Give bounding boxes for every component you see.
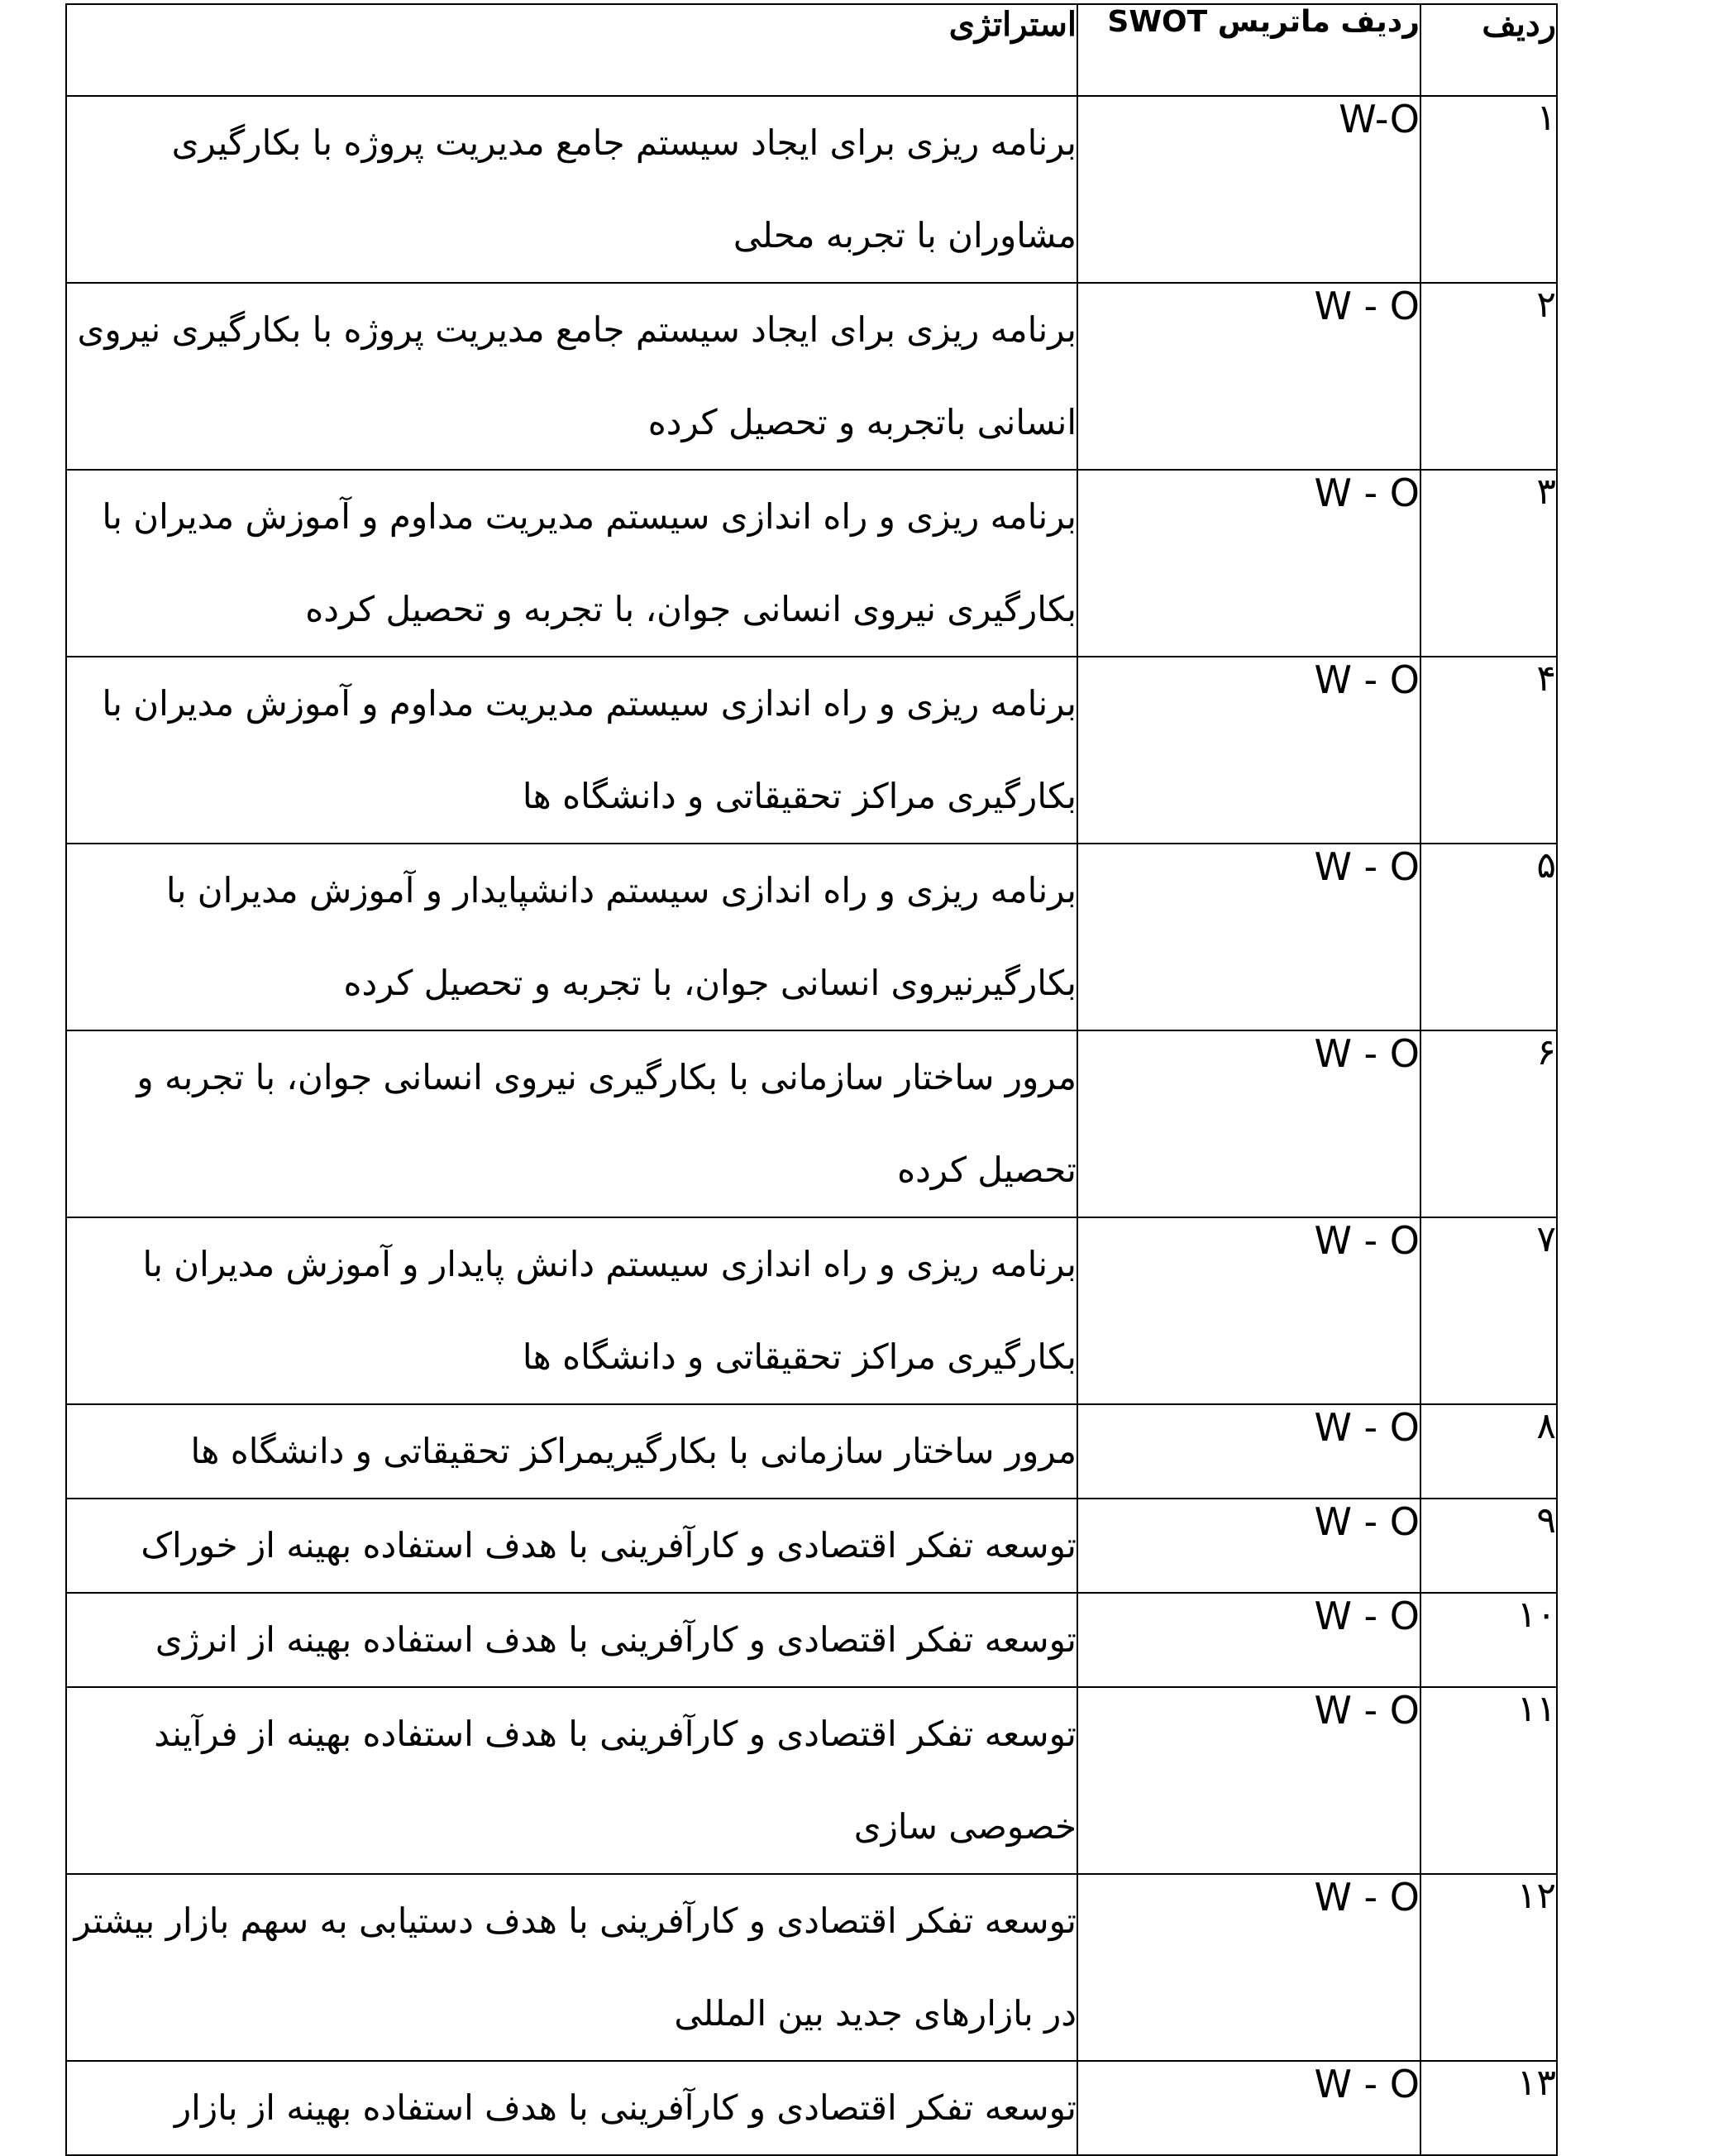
row-index: ۱۱	[1420, 1687, 1557, 1874]
table-row	[66, 2061, 1557, 2155]
row-strategy: مرور ساختار سازمانی با بکارگیری نیروی انسانی جوان، با تجربه و تحصیل کرده	[66, 1030, 1077, 1217]
row-index: ۱۰	[1420, 1593, 1557, 1687]
row-strategy: برنامه ریزی و راه اندازی سیستم دانش پایدار و آموزش مدیران با بکارگیری مراکز تحقیقاتی و دانشگاه ها	[66, 1217, 1077, 1404]
row-strategy: توسعه تفکر اقتصادی و کارآفرینی با هدف استفاده بهینه از خوراک	[66, 1499, 1077, 1593]
row-swot: W - O	[1077, 844, 1420, 1030]
row-swot: W - O	[1077, 1030, 1420, 1217]
table-row	[66, 1593, 1557, 1687]
row-swot: W - O	[1077, 1499, 1420, 1593]
swot-strategy-table	[65, 3, 1558, 2156]
row-index: ۸	[1420, 1404, 1557, 1499]
row-swot: W - O	[1077, 1217, 1420, 1404]
row-strategy: برنامه ریزی برای ایجاد سیستم جامع مدیریت پروژه با بکارگیری نیروی انسانی باتجربه و تحصیل کرده	[66, 283, 1077, 470]
row-swot: W-O	[1077, 96, 1420, 283]
table-row	[66, 96, 1557, 283]
row-index: ۱۲	[1420, 1874, 1557, 2061]
table-header-row	[66, 4, 1557, 96]
table-row	[66, 1030, 1557, 1217]
row-index: ۵	[1420, 844, 1557, 1030]
table-row	[66, 1217, 1557, 1404]
table-row	[66, 1499, 1557, 1593]
row-index: ۹	[1420, 1499, 1557, 1593]
header-index: ردیف	[1420, 4, 1557, 96]
row-strategy: برنامه ریزی و راه اندازی سیستم دانشپایدار و آموزش مدیران با بکارگیرنیروی انسانی جوان، با تجربه و تحصیل کرده	[66, 844, 1077, 1030]
row-index: ۷	[1420, 1217, 1557, 1404]
row-strategy: توسعه تفکر اقتصادی و کارآفرینی با هدف دستیابی به سهم بازار بیشتر در بازارهای جدید بین المللی	[66, 1874, 1077, 2061]
table-row	[66, 1874, 1557, 2061]
row-swot: W - O	[1077, 1874, 1420, 2061]
row-swot: W - O	[1077, 1593, 1420, 1687]
row-strategy: مرور ساختار سازمانی با بکارگیریمراکز تحقیقاتی و دانشگاه ها	[66, 1404, 1077, 1499]
row-swot: W - O	[1077, 470, 1420, 657]
header-strategy: استراتژی	[66, 4, 1077, 96]
table-row	[66, 283, 1557, 470]
row-strategy: توسعه تفکر اقتصادی و کارآفرینی با هدف استفاده بهینه از بازار	[66, 2061, 1077, 2155]
row-index: ۳	[1420, 470, 1557, 657]
row-index: ۲	[1420, 283, 1557, 470]
row-swot: W - O	[1077, 1687, 1420, 1874]
row-swot: W - O	[1077, 283, 1420, 470]
row-index: ۱۳	[1420, 2061, 1557, 2155]
table-row	[66, 470, 1557, 657]
row-strategy: توسعه تفکر اقتصادی و کارآفرینی با هدف استفاده بهینه از انرژی	[66, 1593, 1077, 1687]
row-strategy: توسعه تفکر اقتصادی و کارآفرینی با هدف استفاده بهینه از فرآیند خصوصی سازی	[66, 1687, 1077, 1874]
row-index: ۴	[1420, 657, 1557, 844]
row-swot: W - O	[1077, 657, 1420, 844]
table-row	[66, 1687, 1557, 1874]
row-strategy: برنامه ریزی و راه اندازی سیستم مدیریت مداوم و آموزش مدیران با بکارگیری مراکز تحقیقاتی و دانشگاه ها	[66, 657, 1077, 844]
header-swot-row: ردیف ماتریس SWOT	[1077, 4, 1420, 96]
table-row	[66, 657, 1557, 844]
row-swot: W - O	[1077, 2061, 1420, 2155]
row-strategy: برنامه ریزی برای ایجاد سیستم جامع مدیریت پروژه با بکارگیری مشاوران با تجربه محلی	[66, 96, 1077, 283]
row-index: ۶	[1420, 1030, 1557, 1217]
row-swot: W - O	[1077, 1404, 1420, 1499]
table-row	[66, 844, 1557, 1030]
table-row	[66, 1404, 1557, 1499]
row-index: ۱	[1420, 96, 1557, 283]
row-strategy: برنامه ریزی و راه اندازی سیستم مدیریت مداوم و آموزش مدیران با بکارگیری نیروی انسانی جوان، با تجربه و تحصیل کرده	[66, 470, 1077, 657]
